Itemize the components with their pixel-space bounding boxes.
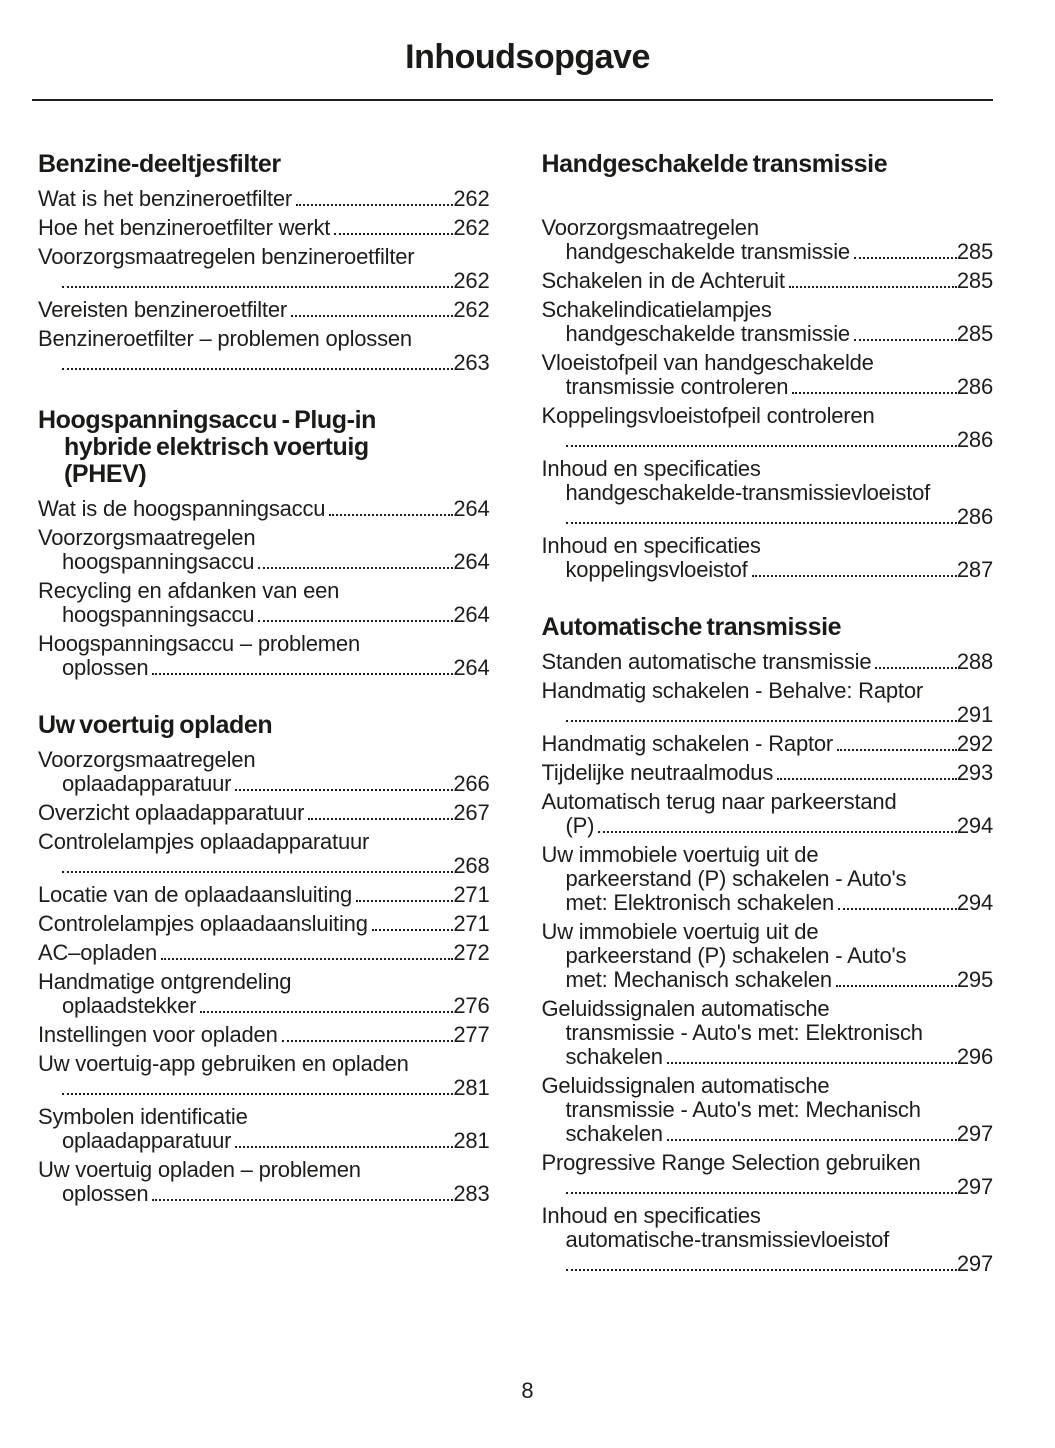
- entry-line: [542, 269, 994, 293]
- toc-entry: [542, 679, 994, 727]
- entry-page-number: 264: [453, 549, 490, 574]
- entry-page-number: 281: [453, 1128, 490, 1153]
- entry-line: Koppelingsvloeistofpeil controleren: [541, 403, 875, 428]
- toc-entry: [38, 830, 490, 878]
- entry-line: Voorzorgsmaatregelen: [38, 747, 256, 772]
- entry-line: automatische-transmissievloeistof: [565, 1227, 890, 1252]
- entry-line: [38, 883, 490, 907]
- toc-entry: [542, 269, 994, 293]
- entry-page-number: 297: [956, 1121, 993, 1146]
- section-heading: [542, 614, 994, 641]
- dot-leader: [777, 778, 957, 780]
- toc-entry: [38, 579, 490, 627]
- entry-line: Geluidssignalen automatische: [541, 1073, 830, 1098]
- entry-text: transmissie controleren: [565, 375, 789, 399]
- heading-line: Handgeschakelde transmissie: [541, 150, 888, 178]
- dot-leader: [566, 445, 957, 447]
- entry-line: Inhoud en specificaties: [541, 456, 761, 481]
- toc-entry: [38, 970, 490, 1018]
- toc-entry: [38, 912, 490, 936]
- toc-entry: [38, 216, 490, 240]
- entry-page-number: 293: [956, 760, 993, 785]
- entry-line: Voorzorgsmaatregelen: [38, 525, 256, 550]
- entry-line: Uw immobiele voertuig uit de: [541, 919, 819, 944]
- entry-page-number: 294: [956, 813, 993, 838]
- entry-text: met: Mechanisch schakelen: [565, 968, 832, 992]
- toc-section: [38, 407, 490, 680]
- entry-line: [542, 428, 994, 452]
- entry-line: [542, 1252, 994, 1276]
- entry-page-number: 297: [956, 1251, 993, 1276]
- entry-text: handgeschakelde transmissie: [565, 240, 850, 264]
- entry-page-number: 286: [956, 427, 993, 452]
- entry-line: [542, 703, 994, 727]
- toc-section: [542, 151, 994, 582]
- section-heading: [38, 407, 490, 488]
- dot-leader: [789, 286, 957, 288]
- heading-line: Hoogspanningsaccu - Plug-in: [38, 406, 376, 434]
- entry-page-number: 263: [453, 350, 490, 375]
- entry-text: Controlelampjes oplaadaansluiting: [38, 912, 368, 936]
- entry-text: Locatie van de oplaadaansluiting: [38, 883, 353, 907]
- entry-line: [542, 1175, 994, 1199]
- dot-leader: [62, 286, 453, 288]
- entry-line: parkeerstand (P) schakelen - Auto's: [565, 943, 907, 968]
- entry-line: [38, 603, 490, 627]
- entry-line: Voorzorgsmaatregelen: [541, 215, 759, 240]
- dot-leader: [566, 1269, 957, 1271]
- toc-entry: [38, 801, 490, 825]
- entry-line: Uw immobiele voertuig uit de: [541, 842, 819, 867]
- dot-leader: [296, 204, 453, 206]
- entry-line: handgeschakelde-transmissievloeistof: [565, 480, 931, 505]
- entry-text: koppelingsvloeistof: [565, 558, 748, 582]
- dot-leader: [62, 871, 453, 873]
- entry-text: Wat is de hoogspanningsaccu: [38, 497, 326, 521]
- toc-entry: [542, 761, 994, 785]
- entry-line: [542, 650, 994, 674]
- toc-entry: [542, 920, 994, 992]
- entry-text: met: Elektronisch schakelen: [565, 891, 835, 915]
- dot-leader: [258, 620, 453, 622]
- toc-section: [542, 614, 994, 1276]
- entry-line: parkeerstand (P) schakelen - Auto's: [565, 866, 907, 891]
- toc-entry: [38, 526, 490, 574]
- entry-line: [38, 941, 490, 965]
- entry-page-number: 297: [956, 1174, 993, 1199]
- entry-text: (P): [565, 814, 595, 838]
- dot-leader: [837, 749, 957, 751]
- toc-entry: [542, 457, 994, 529]
- entry-line: [38, 497, 490, 521]
- toc-entry: [38, 1105, 490, 1153]
- entry-line: Benzineroetfilter – problemen oplossen: [38, 326, 412, 351]
- dot-leader: [667, 1139, 957, 1141]
- entry-line: [38, 1076, 490, 1100]
- entry-text: Vereisten benzineroetfilter: [38, 298, 287, 322]
- entry-text: oplaadapparatuur: [62, 1129, 232, 1153]
- entry-line: [38, 550, 490, 574]
- dot-leader: [291, 315, 453, 317]
- dot-leader: [200, 1011, 453, 1013]
- entry-page-number: 264: [453, 496, 490, 521]
- toc-entry: [38, 1023, 490, 1047]
- entry-text: Wat is het benzineroetfilter: [38, 187, 293, 211]
- entry-page-number: 264: [453, 602, 490, 627]
- toc-column-left: [38, 151, 490, 1281]
- toc-entry: [542, 216, 994, 264]
- toc-section: [38, 712, 490, 1206]
- entry-page-number: 262: [453, 215, 490, 240]
- entry-line: Geluidssignalen automatische: [541, 996, 830, 1021]
- entry-page-number: 262: [453, 297, 490, 322]
- toc-entry: [542, 843, 994, 915]
- entry-page-number: 271: [453, 882, 490, 907]
- toc-column-right: [542, 151, 994, 1281]
- entry-page-number: 286: [956, 504, 993, 529]
- dot-leader: [566, 522, 957, 524]
- heading-line: Benzine-deeltjesfilter: [38, 150, 281, 178]
- entry-line: [38, 187, 490, 211]
- toc-entry: [38, 748, 490, 796]
- toc-entry: [542, 650, 994, 674]
- entry-line: [38, 772, 490, 796]
- entry-line: [542, 505, 994, 529]
- dot-leader: [566, 1192, 957, 1194]
- section-heading: [542, 151, 994, 178]
- entry-line: [38, 1023, 490, 1047]
- dot-leader: [152, 1199, 453, 1201]
- dot-leader: [334, 233, 453, 235]
- entry-line: [38, 854, 490, 878]
- entry-line: Recycling en afdanken van een: [38, 578, 340, 603]
- entry-line: [38, 351, 490, 375]
- entry-text: schakelen: [565, 1122, 663, 1146]
- entry-text: Overzicht oplaadapparatuur: [38, 801, 305, 825]
- entry-line: Symbolen identificatie: [38, 1104, 248, 1129]
- entry-text: Tijdelijke neutraalmodus: [541, 761, 774, 785]
- toc-entry: [38, 1052, 490, 1100]
- dot-leader: [792, 392, 957, 394]
- entry-text: Instellingen voor opladen: [38, 1023, 278, 1047]
- entry-text: oplossen: [62, 1182, 149, 1206]
- toc-entry: [542, 298, 994, 346]
- entry-text: Handmatig schakelen - Raptor: [541, 732, 834, 756]
- entry-line: Uw voertuig-app gebruiken en opladen: [38, 1051, 409, 1076]
- entry-line: Inhoud en specificaties: [541, 533, 761, 558]
- entry-page-number: 292: [956, 731, 993, 756]
- entry-line: [542, 1045, 994, 1069]
- entry-page-number: 288: [956, 649, 993, 674]
- entry-line: Handmatig schakelen - Behalve: Raptor: [541, 678, 923, 703]
- toc-entry: [542, 534, 994, 582]
- entry-line: [38, 801, 490, 825]
- dot-leader: [329, 514, 453, 516]
- entry-text: hoogspanningsaccu: [62, 603, 255, 627]
- entry-page-number: 296: [956, 1044, 993, 1069]
- entry-line: [38, 269, 490, 293]
- toc-entry: [542, 997, 994, 1069]
- entry-page-number: 287: [956, 557, 993, 582]
- entry-page-number: 285: [956, 321, 993, 346]
- toc-entry: [542, 1151, 994, 1199]
- entry-line: [542, 375, 994, 399]
- page-number: 8: [521, 1378, 534, 1403]
- entry-line: [542, 761, 994, 785]
- dot-leader: [854, 339, 957, 341]
- dot-leader: [282, 1040, 454, 1042]
- dot-leader: [258, 567, 453, 569]
- dot-leader: [598, 831, 957, 833]
- dot-leader: [854, 257, 957, 259]
- entry-page-number: 291: [956, 702, 993, 727]
- entry-text: AC–opladen: [38, 941, 158, 965]
- entry-page-number: 283: [453, 1181, 490, 1206]
- entry-page-number: 264: [453, 655, 490, 680]
- section-heading: [38, 151, 490, 178]
- dot-leader: [752, 575, 957, 577]
- entry-line: [542, 240, 994, 264]
- entry-line: [38, 298, 490, 322]
- toc-columns: [38, 151, 993, 1281]
- entry-line: Voorzorgsmaatregelen benzineroetfilter: [38, 244, 415, 269]
- entry-page-number: 285: [956, 239, 993, 264]
- heading-line: (PHEV): [64, 460, 147, 488]
- entry-line: transmissie - Auto's met: Elektronisch: [565, 1020, 923, 1045]
- toc-entry: [38, 245, 490, 293]
- heading-line: Uw voertuig opladen: [38, 711, 273, 739]
- entry-page-number: 277: [453, 1022, 490, 1047]
- entry-line: Automatisch terug naar parkeerstand: [541, 789, 897, 814]
- dot-leader: [356, 900, 453, 902]
- dot-leader: [62, 368, 453, 370]
- entry-line: [38, 1129, 490, 1153]
- dot-leader: [235, 1146, 453, 1148]
- entry-text: schakelen: [565, 1045, 663, 1069]
- entry-line: [38, 216, 490, 240]
- entry-line: [38, 912, 490, 936]
- dot-leader: [566, 720, 957, 722]
- entry-text: Schakelen in de Achteruit: [541, 269, 785, 293]
- dot-leader: [308, 818, 453, 820]
- entry-page-number: 267: [453, 800, 490, 825]
- dot-leader: [838, 908, 957, 910]
- dot-leader: [372, 929, 454, 931]
- entry-page-number: 272: [453, 940, 490, 965]
- entry-line: [542, 558, 994, 582]
- entry-line: [38, 1182, 490, 1206]
- toc-entry: [542, 1204, 994, 1276]
- entry-line: Inhoud en specificaties: [541, 1203, 761, 1228]
- entry-text: Standen automatische transmissie: [541, 650, 872, 674]
- entry-line: [542, 891, 994, 915]
- toc-entry: [38, 327, 490, 375]
- entry-line: Handmatige ontgrendeling: [38, 969, 292, 994]
- entry-line: [542, 1122, 994, 1146]
- toc-entry: [38, 1158, 490, 1206]
- toc-entry: [38, 632, 490, 680]
- entry-text: Hoe het benzineroetfilter werkt: [38, 216, 331, 240]
- entry-line: Progressive Range Selection gebruiken: [541, 1150, 921, 1175]
- toc-section: [38, 151, 490, 375]
- entry-page-number: 271: [453, 911, 490, 936]
- entry-page-number: 262: [453, 268, 490, 293]
- toc-entry: [542, 351, 994, 399]
- dot-leader: [836, 985, 957, 987]
- entry-line: Controlelampjes oplaadapparatuur: [38, 829, 370, 854]
- toc-entry: [38, 187, 490, 211]
- entry-text: hoogspanningsaccu: [62, 550, 255, 574]
- entry-line: Hoogspanningsaccu – problemen: [38, 631, 360, 656]
- toc-entry: [38, 497, 490, 521]
- entry-line: Schakelindicatielampjes: [541, 297, 772, 322]
- entry-line: [542, 968, 994, 992]
- dot-leader: [875, 667, 957, 669]
- toc-entry: [542, 732, 994, 756]
- toc-entry: [38, 883, 490, 907]
- entry-page-number: 281: [453, 1075, 490, 1100]
- entry-line: transmissie - Auto's met: Mechanisch: [565, 1097, 921, 1122]
- toc-entry: [38, 298, 490, 322]
- entry-page-number: 285: [956, 268, 993, 293]
- entry-line: [542, 322, 994, 346]
- toc-entry: [542, 790, 994, 838]
- entry-text: oplaadstekker: [62, 994, 197, 1018]
- entry-text: oplaadapparatuur: [62, 772, 232, 796]
- heading-line: Automatische transmissie: [541, 613, 842, 641]
- dot-leader: [235, 789, 453, 791]
- toc-entry: [542, 404, 994, 452]
- dot-leader: [152, 673, 453, 675]
- entry-page-number: 268: [453, 853, 490, 878]
- entry-line: [38, 994, 490, 1018]
- entry-page-number: 276: [453, 993, 490, 1018]
- entry-line: [542, 732, 994, 756]
- entry-line: Vloeistofpeil van handgeschakelde: [541, 350, 874, 375]
- toc-entry: [38, 941, 490, 965]
- dot-leader: [161, 958, 453, 960]
- entry-text: handgeschakelde transmissie: [565, 322, 850, 346]
- entry-line: Uw voertuig opladen – problemen: [38, 1157, 361, 1182]
- entry-page-number: 295: [956, 967, 993, 992]
- entry-page-number: 262: [453, 186, 490, 211]
- toc-entry: [542, 1074, 994, 1146]
- entry-line: [38, 656, 490, 680]
- entry-text: oplossen: [62, 656, 149, 680]
- dot-leader: [62, 1093, 453, 1095]
- entry-line: [542, 814, 994, 838]
- page-title: Inhoudsopgave: [405, 38, 650, 76]
- entry-page-number: 286: [956, 374, 993, 399]
- heading-line: hybride elektrisch voertuig: [64, 433, 369, 461]
- entry-page-number: 294: [956, 890, 993, 915]
- entry-page-number: 266: [453, 771, 490, 796]
- section-heading: [38, 712, 490, 739]
- title-divider: [32, 99, 993, 101]
- dot-leader: [667, 1062, 957, 1064]
